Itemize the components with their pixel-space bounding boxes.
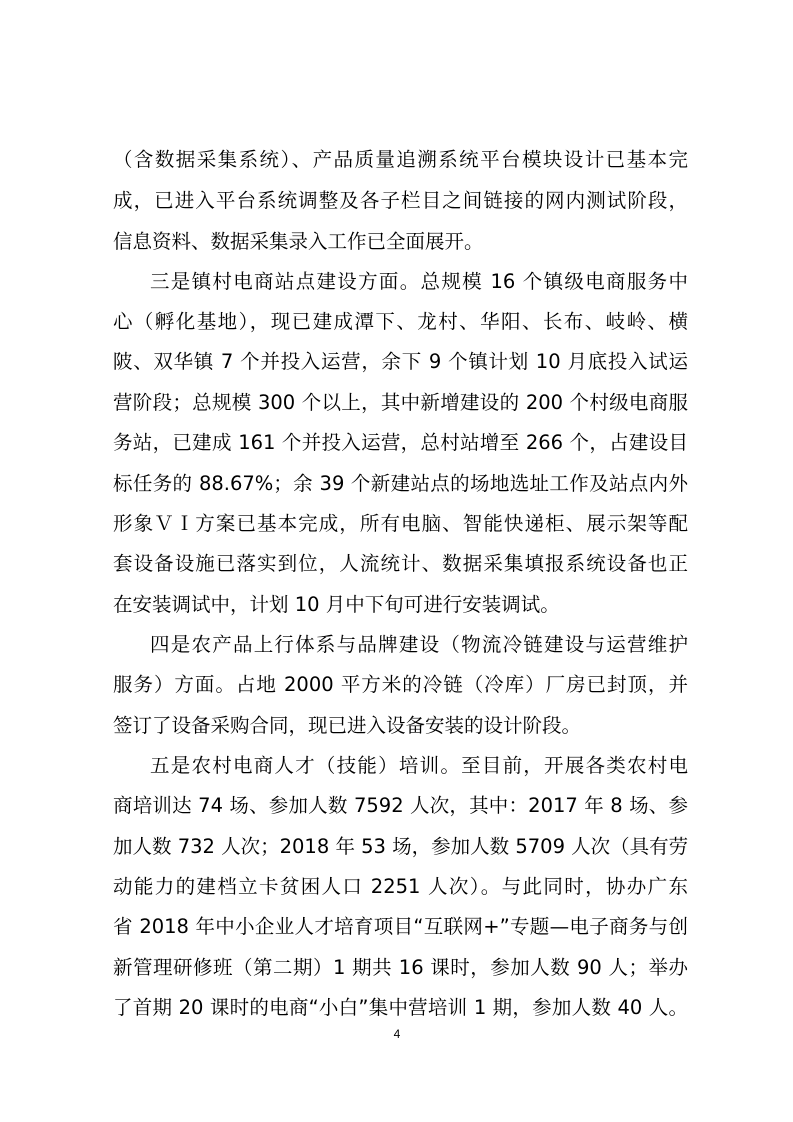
paragraph-line: 加人数 732 人次；2018 年 53 场，参加人数 5709 人次（具有劳 <box>113 835 689 858</box>
paragraph-line <box>113 667 688 703</box>
page-number: 4 <box>393 1027 401 1041</box>
paragraph-first-line <box>150 264 688 300</box>
paragraph-line: 陂、双华镇 7 个并投入运营，余下 9 个镇计划 10 月底投入试运 <box>113 350 688 373</box>
paragraph-line: 了首期 20 课时的电商“小白”集中营培训 1 期，参加人数 40 人。 <box>113 996 688 1019</box>
paragraph-line: （含数据采集系统）、产品质量追溯系统平台模块设计已基本完 <box>113 148 688 171</box>
paragraph-lead: 三是镇村电商站点建设方面。 <box>150 270 421 293</box>
paragraph-line: 标任务的 88.67%；余 39 个新建站点的场地选址工作及站点内外 <box>113 472 688 495</box>
paragraph-lead: 四是农产品上行体系与品牌建设（物流冷链建设与运营维护 <box>150 633 688 656</box>
paragraph-text: 占地 2000 平方米的冷链（冷库）厂房已封顶，并 <box>235 673 688 696</box>
paragraph-line: 在安装调试中，计划 10 月中下旬可进行安装调试。 <box>113 593 560 616</box>
paragraph-line: 省 2018 年中小企业人才培育项目“互联网+”专题—电子商务与创 <box>113 915 688 938</box>
paragraph-line: 套设备设施已落实到位，人流统计、数据采集填报系统设备也正 <box>113 552 688 575</box>
paragraph-line: 成，已进入平台系统调整及各子栏目之间链接的网内测试阶段， <box>113 189 688 212</box>
paragraph-text: 总规模 16 个镇级电商服务中 <box>420 270 688 293</box>
paragraph-line: 营阶段；总规模 300 个以上，其中新增建设的 200 个村级电商服 <box>113 391 688 414</box>
paragraph-line: 动能力的建档立卡贫困人口 2251 人次）。与此同时，协办广东 <box>113 875 688 898</box>
paragraph-lead: 服务）方面。 <box>113 673 236 696</box>
paragraph-line: 形象ＶＩ方案已基本完成，所有电脑、智能快递柜、展示架等配 <box>113 512 688 535</box>
paragraph-text: 至目前，开展各类农村电 <box>461 754 688 777</box>
paragraph-line: 商培训达 74 场、参加人数 7592 人次，其中：2017 年 8 场、参 <box>113 794 688 817</box>
paragraph-line: 信息资料、数据采集录入工作已全面展开。 <box>113 230 484 253</box>
paragraph-line: 心（孵化基地），现已建成潭下、龙村、华阳、长布、岐岭、横 <box>113 310 688 333</box>
paragraph-line: 签订了设备采购合同，现已进入设备安装的设计阶段。 <box>113 714 582 737</box>
paragraph-line: 务站，已建成 161 个并投入运营，总村站增至 266 个，占建设目 <box>113 431 688 454</box>
paragraph-line: 新管理研修班（第二期）1 期共 16 课时，参加人数 90 人；举办 <box>113 956 688 979</box>
paragraph-first-line <box>150 748 688 784</box>
paragraph-lead: 五是农村电商人才（技能）培训。 <box>150 754 462 777</box>
